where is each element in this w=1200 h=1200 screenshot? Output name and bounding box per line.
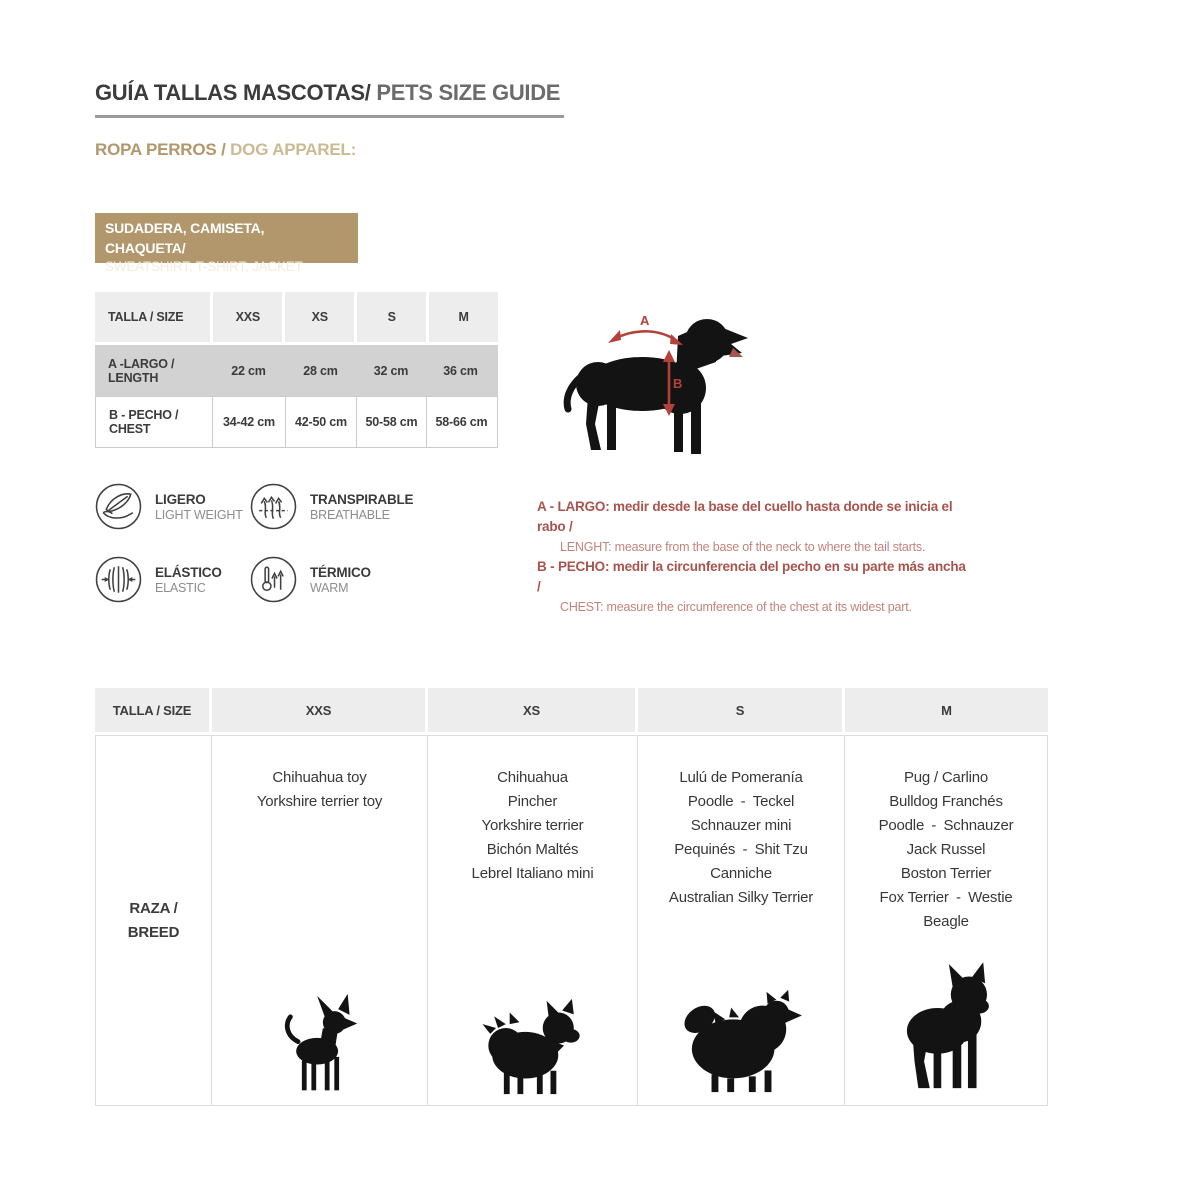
- breed-table: [95, 688, 1048, 1106]
- subtitle-english: DOG APPAREL:: [230, 140, 357, 159]
- note-a-spanish: A - LARGO: medir desde la base del cuello hasta donde se inicia el rabo /: [537, 499, 953, 534]
- size-table-header-xs: XS: [285, 292, 354, 342]
- breed-item: Fox Terrier - Westie: [879, 889, 1013, 906]
- breed-item: Jack Russel: [906, 841, 986, 858]
- breed-header-label: TALLA / SIZE: [95, 688, 212, 732]
- diagram-label-b: B: [673, 376, 683, 391]
- breed-item: Lulú de Pomeranía: [679, 769, 803, 786]
- breed-column-xs: [428, 735, 638, 1106]
- feature-name-en: BREATHABLE: [310, 507, 390, 522]
- breed-item: Bichón Maltés: [486, 841, 579, 858]
- length-xs: 28 cm: [303, 363, 338, 378]
- thermometer-icon: [250, 556, 297, 603]
- breed-item: Pincher: [507, 793, 558, 810]
- size-table-header-label: TALLA / SIZE: [95, 292, 210, 342]
- feature-name-es: ELÁSTICO: [155, 564, 222, 580]
- breathable-icon: [250, 483, 297, 530]
- feature-name-en: ELASTIC: [155, 580, 206, 595]
- feather-hand-icon: [95, 483, 142, 530]
- feature-name-en: LIGHT WEIGHT: [155, 507, 243, 522]
- elastic-icon: [95, 556, 142, 603]
- page-title-spanish: GUÍA TALLAS MASCOTAS/: [95, 80, 371, 105]
- breed-item: Beagle: [923, 913, 969, 930]
- breed-item: Chihuahua: [497, 769, 568, 786]
- feature-name-es: LIGERO: [155, 491, 206, 507]
- page-title: [95, 80, 564, 118]
- breed-header-s: S: [638, 688, 845, 732]
- breed-item: Australian Silky Terrier: [668, 889, 814, 906]
- breed-item: Canniche: [710, 865, 772, 882]
- french-bulldog-silhouette-icon: [884, 961, 1008, 1097]
- breed-item: Boston Terrier: [900, 865, 992, 882]
- breed-header-xs: XS: [428, 688, 638, 732]
- chest-s: 50-58 cm: [357, 397, 427, 447]
- section-subtitle: [95, 140, 356, 160]
- breed-item: Pug / Carlino: [903, 769, 989, 786]
- banner-line-english: SWEATSHIRT, T-SHIRT, JACKET: [105, 259, 303, 274]
- breed-list-m: [845, 736, 1047, 934]
- breed-row-label-en: BREED: [127, 923, 180, 941]
- size-table-header-row: [95, 292, 498, 342]
- feature-breathable: [250, 483, 413, 530]
- feature-elastic: [95, 556, 222, 603]
- breed-item: Yorkshire terrier toy: [256, 793, 383, 810]
- category-banner: [95, 213, 358, 274]
- breed-table-header-row: [95, 688, 1048, 732]
- feature-name-en: WARM: [310, 580, 349, 595]
- banner-line-spanish: SUDADERA, CAMISETA, CHAQUETA/: [105, 220, 265, 256]
- pomeranian-silhouette-icon: [672, 984, 810, 1097]
- note-b-spanish: B - PECHO: medir la circunferencia del pecho en su parte más ancha /: [537, 559, 966, 594]
- diagram-label-a: A: [640, 313, 650, 328]
- size-table-header-m: M: [429, 292, 498, 342]
- note-a-english: LENGHT: measure from the base of the neck to where the tail starts.: [560, 540, 926, 554]
- length-s: 32 cm: [373, 363, 409, 378]
- breed-list-xxs: [212, 736, 427, 814]
- breed-column-m: [845, 735, 1048, 1106]
- feature-name-es: TRANSPIRABLE: [310, 491, 414, 507]
- chest-m: 58-66 cm: [435, 415, 488, 429]
- breed-item: Bulldog Franchés: [889, 793, 1003, 810]
- size-table-length-row: [95, 345, 498, 396]
- length-row-label: A -LARGO / LENGTH: [108, 356, 175, 385]
- breed-header-xxs: XXS: [212, 688, 428, 732]
- breed-header-m: M: [845, 688, 1048, 732]
- breed-item: Pequinés - Shit Tzu: [674, 841, 808, 858]
- breed-item: Poodle - Schnauzer: [878, 817, 1014, 834]
- breed-item: Yorkshire terrier: [481, 817, 584, 834]
- yorkshire-silhouette-icon: [474, 995, 592, 1097]
- chest-xs: 42-50 cm: [286, 397, 357, 447]
- feature-name-es: TÉRMICO: [310, 564, 371, 580]
- labrador-silhouette-icon: [550, 296, 750, 461]
- breed-item: Lebrel Italiano mini: [471, 865, 594, 882]
- chest-xxs: 34-42 cm: [213, 397, 286, 447]
- breed-list-s: [638, 736, 844, 910]
- subtitle-spanish: ROPA PERROS /: [95, 140, 231, 159]
- dog-measure-diagram: [550, 296, 750, 461]
- size-measurement-table: [95, 292, 498, 448]
- breed-table-body-row: [95, 735, 1048, 1106]
- breed-column-s: [638, 735, 845, 1106]
- breed-item: Chihuahua toy: [272, 769, 367, 786]
- size-table-chest-row: [95, 396, 498, 448]
- length-xxs: 22 cm: [231, 363, 266, 378]
- length-m: 36 cm: [443, 363, 478, 378]
- breed-item: Poodle - Teckel: [687, 793, 795, 810]
- page-title-english: PETS SIZE GUIDE: [370, 80, 561, 105]
- measure-notes: [537, 497, 967, 617]
- feature-warm: [250, 556, 371, 603]
- size-table-header-xxs: XXS: [213, 292, 282, 342]
- size-table-header-s: S: [357, 292, 426, 342]
- chihuahua-silhouette-icon: [277, 992, 363, 1097]
- chest-row-label: B - PECHO / CHEST: [96, 397, 213, 447]
- breed-list-xs: [428, 736, 637, 886]
- note-b-english: CHEST: measure the circumference of the chest at its widest part.: [560, 600, 912, 614]
- breed-column-xxs: [212, 735, 428, 1106]
- feature-lightweight: [95, 483, 243, 530]
- breed-row-label: [95, 735, 212, 1106]
- breed-row-label-es: RAZA /: [129, 899, 178, 917]
- breed-item: Schnauzer mini: [690, 817, 792, 834]
